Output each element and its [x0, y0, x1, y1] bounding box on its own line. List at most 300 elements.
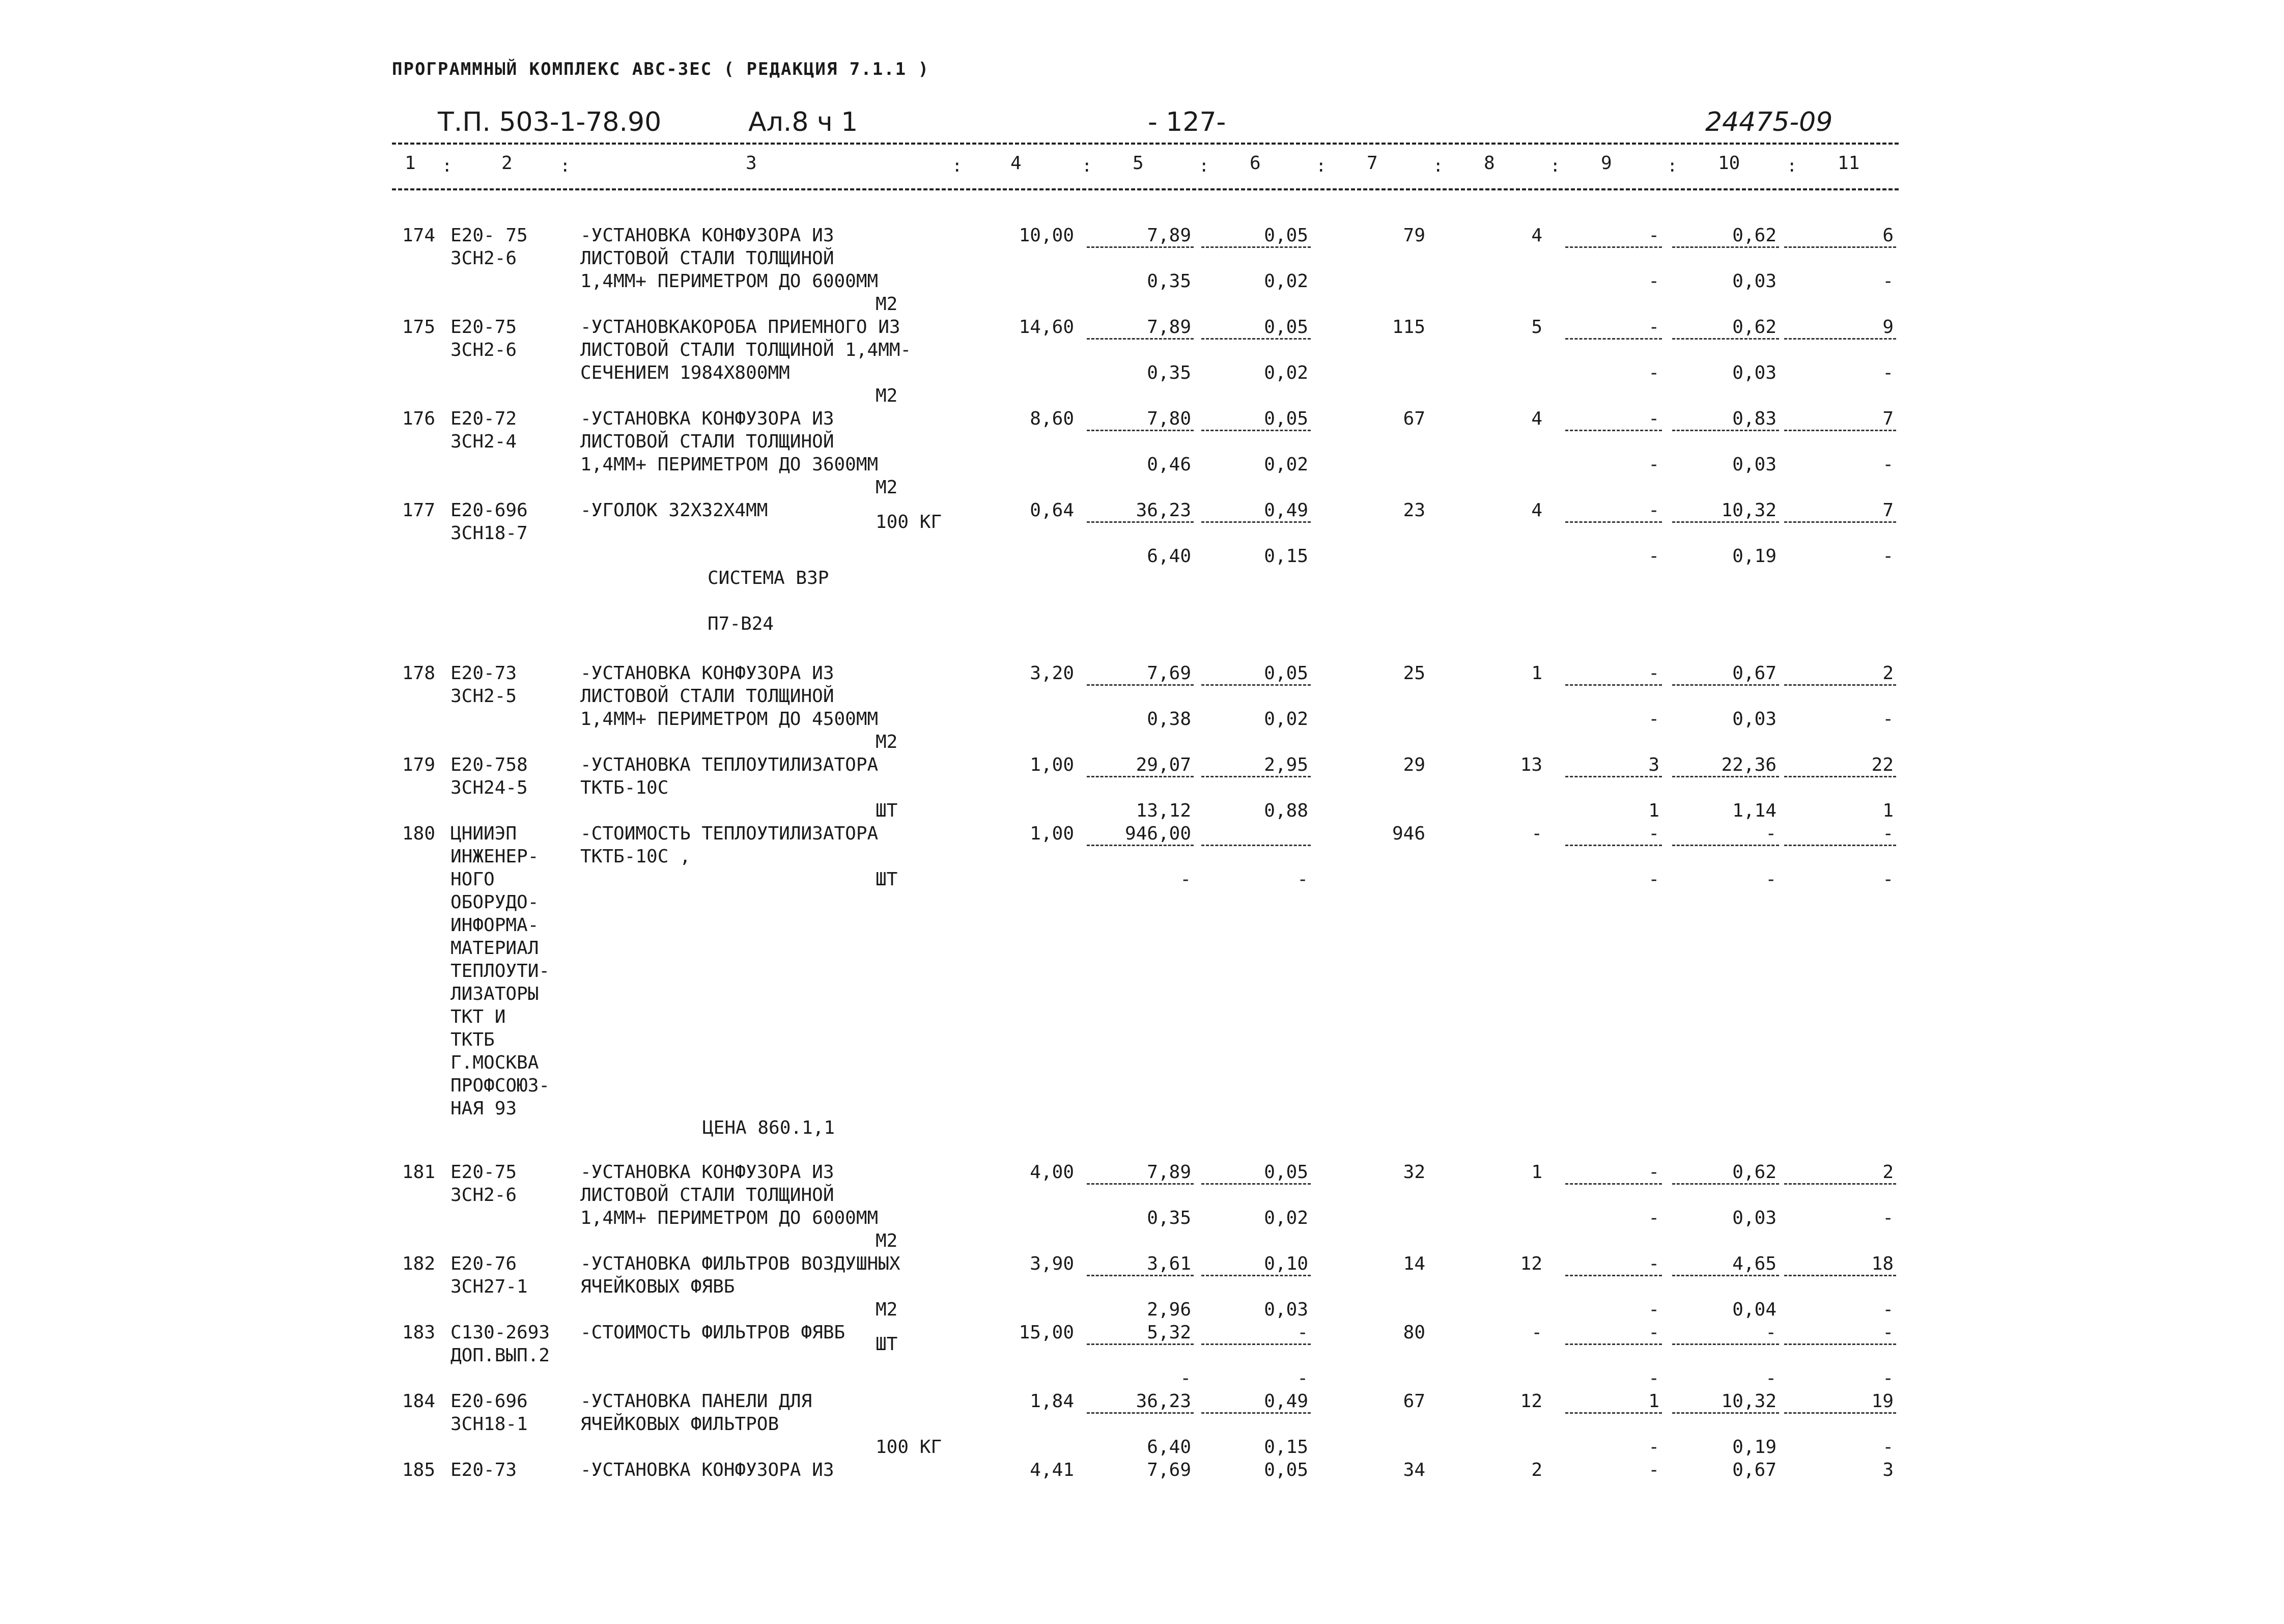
machinist-hours-unit: -	[1765, 869, 1777, 890]
album-label: Ал.8 ч 1	[748, 107, 858, 137]
unit-cost-machines: 0,05	[1264, 225, 1308, 246]
rate-code: Е20-73	[450, 663, 517, 684]
subtotal-divider	[1672, 430, 1779, 431]
work-description: СЕЧЕНИЕМ 1984Х800ММ	[580, 362, 790, 383]
column-header-11: 11	[1838, 153, 1860, 174]
subtotal-divider	[1087, 1183, 1194, 1185]
machine-wage-component: 0,02	[1264, 271, 1308, 292]
machinist-hours-total: -	[1882, 362, 1894, 383]
subtotal-divider	[1784, 1183, 1896, 1185]
subtotal-divider	[1784, 246, 1896, 248]
machine-cost: -	[1648, 1322, 1659, 1343]
unit-of-measure: М2	[876, 477, 898, 498]
row-number: 177	[402, 500, 436, 521]
subtotal-divider	[1201, 845, 1311, 846]
column-separator: :	[1550, 156, 1561, 176]
total-cost: 25	[1403, 663, 1425, 684]
machine-wage-total: -	[1648, 869, 1659, 890]
work-description: 1,4ММ+ ПЕРИМЕТРОМ ДО 6000ММ	[580, 1208, 879, 1228]
subtotal-divider	[1672, 1275, 1779, 1276]
machine-cost: -	[1648, 1460, 1659, 1480]
subtotal-divider	[1087, 430, 1194, 431]
work-description: 1,4ММ+ ПЕРИМЕТРОМ ДО 3600ММ	[580, 454, 879, 475]
column-header-7: 7	[1367, 153, 1378, 174]
labor-hours-total: 2	[1882, 1162, 1894, 1183]
unit-cost-machines: 0,05	[1264, 1460, 1308, 1480]
labor-hours-total: 19	[1871, 1391, 1894, 1412]
rate-code-note: ЛИЗАТОРЫ	[450, 984, 539, 1004]
rate-code-note: ИНЖЕНЕР-	[450, 846, 539, 867]
column-separator: :	[952, 156, 963, 176]
work-description: ЛИСТОВОЙ СТАЛИ ТОЛЩИНОЙ	[580, 1185, 834, 1206]
machine-wage-component: 0,88	[1264, 800, 1308, 821]
column-header-9: 9	[1601, 153, 1612, 174]
machine-wage-total: -	[1648, 546, 1659, 567]
column-separator: :	[1082, 156, 1092, 176]
machine-cost: 3	[1648, 754, 1659, 775]
subtotal-divider	[1672, 246, 1779, 248]
row-number: 185	[402, 1460, 436, 1480]
machine-wage-component: 0,15	[1264, 546, 1308, 567]
rate-code-note: НОГО	[450, 869, 495, 890]
work-description: ЛИСТОВОЙ СТАЛИ ТОЛЩИНОЙ	[580, 686, 834, 707]
subtotal-divider	[1672, 521, 1779, 523]
machine-cost: -	[1648, 823, 1659, 844]
labor-cost: 4	[1531, 500, 1542, 521]
section-system-title: СИСТЕМА В3Р	[708, 568, 829, 589]
total-cost: 23	[1403, 500, 1425, 521]
rate-code: ЦНИИЭП	[450, 823, 517, 844]
total-cost: 115	[1392, 317, 1425, 338]
column-header-10: 10	[1718, 153, 1740, 174]
quantity: 0,64	[1030, 500, 1074, 521]
row-number: 181	[402, 1162, 436, 1183]
unit-of-measure: ШТ	[876, 800, 898, 821]
column-separator: :	[1667, 156, 1678, 176]
subtotal-divider	[1672, 776, 1779, 777]
machine-wage-total: -	[1648, 1299, 1659, 1320]
subtotal-divider	[1087, 338, 1194, 340]
column-separator: :	[560, 156, 571, 176]
work-description: 1,4ММ+ ПЕРИМЕТРОМ ДО 4500ММ	[580, 709, 879, 730]
rate-code: Е20-75	[450, 1162, 517, 1183]
labor-hours-unit: 0,67	[1732, 1460, 1777, 1480]
rate-code-note: ТКТБ	[450, 1029, 495, 1050]
machine-wage-component: -	[1297, 1368, 1308, 1389]
machine-wage-component: 0,02	[1264, 1208, 1308, 1228]
rate-code: Е20-73	[450, 1460, 517, 1480]
machine-cost: -	[1648, 1162, 1659, 1183]
rate-code: Е20-72	[450, 408, 517, 429]
column-header-6: 6	[1250, 153, 1261, 174]
unit-cost-machines: 0,49	[1264, 500, 1308, 521]
labor-cost: 12	[1520, 1253, 1542, 1274]
machine-wage-component: 0,03	[1264, 1299, 1308, 1320]
work-description: -УСТАНОВКА КОНФУЗОРА ИЗ	[580, 1460, 834, 1480]
labor-cost: 1	[1531, 663, 1542, 684]
column-separator: :	[1787, 156, 1797, 176]
subtotal-divider	[1201, 1412, 1311, 1414]
labor-hours-total: 3	[1882, 1460, 1894, 1480]
column-separator: :	[1316, 156, 1327, 176]
subtotal-divider	[1565, 776, 1662, 777]
column-header-8: 8	[1484, 153, 1495, 174]
subtotal-divider	[1565, 430, 1662, 431]
row-number: 179	[402, 754, 436, 775]
unit-cost-total: 36,23	[1136, 500, 1191, 521]
subtotal-divider	[1201, 521, 1311, 523]
labor-hours-unit: -	[1765, 1322, 1777, 1343]
wage-component: 2,96	[1147, 1299, 1191, 1320]
labor-hours-total: 22	[1871, 754, 1894, 775]
labor-hours-total: 6	[1882, 225, 1894, 246]
rate-code: Е20-758	[450, 754, 528, 775]
labor-hours-total: 7	[1882, 408, 1894, 429]
unit-cost-total: 29,07	[1136, 754, 1191, 775]
total-cost: 32	[1403, 1162, 1425, 1183]
total-cost: 34	[1403, 1460, 1425, 1480]
column-separator: :	[442, 156, 453, 176]
header-rule-top	[392, 143, 1899, 145]
unit-cost-total: 5,32	[1147, 1322, 1191, 1343]
machine-wage-component: -	[1297, 869, 1308, 890]
machinist-hours-total: 1	[1882, 800, 1894, 821]
work-description: ЯЧЕЙКОВЫХ ФЯВБ	[580, 1276, 735, 1297]
rate-code-note: ПРОФСОЮЗ-	[450, 1075, 550, 1096]
work-description: -УСТАНОВКА КОНФУЗОРА ИЗ	[580, 408, 834, 429]
machinist-hours-total: -	[1882, 1368, 1894, 1389]
work-description: -УСТАНОВКА КОНФУЗОРА ИЗ	[580, 663, 834, 684]
quantity: 15,00	[1019, 1322, 1074, 1343]
rate-code-note: ОБОРУДО-	[450, 892, 539, 913]
unit-cost-total: 7,69	[1147, 1460, 1191, 1480]
wage-component: 0,35	[1147, 1208, 1191, 1228]
labor-cost: -	[1531, 823, 1542, 844]
subtotal-divider	[1087, 1412, 1194, 1414]
wage-component: 6,40	[1147, 1437, 1191, 1458]
document-code: Т.П. 503-1-78.90	[438, 107, 662, 137]
machinist-hours-total: -	[1882, 454, 1894, 475]
unit-cost-machines: 0,05	[1264, 317, 1308, 338]
unit-cost-machines: 0,10	[1264, 1253, 1308, 1274]
subtotal-divider	[1565, 246, 1662, 248]
subtotal-divider	[1201, 1275, 1311, 1276]
rate-code-secondary: 3СН24-5	[450, 777, 528, 798]
total-cost: 80	[1403, 1322, 1425, 1343]
subtotal-divider	[1784, 776, 1896, 777]
work-description: -УСТАНОВКА ТЕПЛОУТИЛИЗАТОРА	[580, 754, 879, 775]
unit-cost-machines: 0,05	[1264, 408, 1308, 429]
machinist-hours-total: -	[1882, 1299, 1894, 1320]
work-description: ТКТБ-10С	[580, 777, 669, 798]
row-number: 182	[402, 1253, 436, 1274]
unit-cost-machines: 0,05	[1264, 663, 1308, 684]
machinist-hours-total: -	[1882, 709, 1894, 730]
machinist-hours-unit: 0,03	[1732, 1208, 1777, 1228]
work-description: -СТОИМОСТЬ ФИЛЬТРОВ ФЯВБ	[580, 1322, 845, 1343]
wage-component: 6,40	[1147, 546, 1191, 567]
machine-cost: -	[1648, 225, 1659, 246]
machinist-hours-unit: 0,03	[1732, 271, 1777, 292]
machinist-hours-total: -	[1882, 869, 1894, 890]
quantity: 3,90	[1030, 1253, 1074, 1274]
subtotal-divider	[1201, 430, 1311, 431]
total-cost: 67	[1403, 408, 1425, 429]
subtotal-divider	[1201, 684, 1311, 686]
rate-code: Е20-75	[450, 317, 517, 338]
unit-cost-total: 7,89	[1147, 225, 1191, 246]
rate-code-note: НАЯ 93	[450, 1098, 517, 1119]
subtotal-divider	[1784, 1412, 1896, 1414]
section-price-label: ЦЕНА 860.1,1	[702, 1117, 835, 1138]
machinist-hours-total: -	[1882, 1208, 1894, 1228]
subtotal-divider	[1672, 1183, 1779, 1185]
machine-wage-total: -	[1648, 362, 1659, 383]
machine-wage-component: 0,15	[1264, 1437, 1308, 1458]
rate-code-secondary: ДОП.ВЫП.2	[450, 1345, 550, 1366]
unit-of-measure: ШТ	[876, 1333, 898, 1355]
rate-code-secondary: 3СН27-1	[450, 1276, 528, 1297]
unit-of-measure: М2	[876, 294, 898, 315]
unit-cost-total: 7,80	[1147, 408, 1191, 429]
labor-cost: 5	[1531, 317, 1542, 338]
quantity: 14,60	[1019, 317, 1074, 338]
machine-wage-component: 0,02	[1264, 362, 1308, 383]
rate-code-secondary: 3СН2-4	[450, 431, 517, 452]
unit-of-measure: М2	[876, 1230, 898, 1251]
total-cost: 29	[1403, 754, 1425, 775]
total-cost: 67	[1403, 1391, 1425, 1412]
column-header-5: 5	[1133, 153, 1144, 174]
column-header-2: 2	[501, 153, 513, 174]
subtotal-divider	[1672, 684, 1779, 686]
unit-of-measure: 100 КГ	[876, 511, 942, 533]
machine-wage-total: -	[1648, 271, 1659, 292]
quantity: 4,41	[1030, 1460, 1074, 1480]
machine-wage-component: 0,02	[1264, 709, 1308, 730]
rate-code-note: Г.МОСКВА	[450, 1052, 539, 1073]
machine-wage-total: -	[1648, 709, 1659, 730]
unit-of-measure: М2	[876, 1299, 898, 1320]
subtotal-divider	[1565, 845, 1662, 846]
labor-hours-total: 2	[1882, 663, 1894, 684]
wage-component: 13,12	[1136, 800, 1191, 821]
work-description: -УСТАНОВКАКОРОБА ПРИЕМНОГО ИЗ	[580, 317, 900, 338]
row-number: 180	[402, 823, 436, 844]
labor-hours-unit: -	[1765, 823, 1777, 844]
total-cost: 14	[1403, 1253, 1425, 1274]
rate-code-secondary: 3СН2-6	[450, 1185, 517, 1206]
rate-code: С130-2693	[450, 1322, 550, 1343]
machine-wage-component: 0,02	[1264, 454, 1308, 475]
work-description: ЯЧЕЙКОВЫХ ФИЛЬТРОВ	[580, 1414, 779, 1435]
machine-wage-total: -	[1648, 1437, 1659, 1458]
work-description: -УСТАНОВКА КОНФУЗОРА ИЗ	[580, 225, 834, 246]
quantity: 8,60	[1030, 408, 1074, 429]
program-header: ПРОГРАММНЫЙ КОМПЛЕКС АВС-3ЕС ( РЕДАКЦИЯ 7.1.1 )	[392, 59, 930, 79]
unit-of-measure: М2	[876, 385, 898, 406]
subtotal-divider	[1087, 521, 1194, 523]
subtotal-divider	[1565, 338, 1662, 340]
work-description: ЛИСТОВОЙ СТАЛИ ТОЛЩИНОЙ	[580, 248, 834, 269]
subtotal-divider	[1201, 246, 1311, 248]
column-header-3: 3	[746, 153, 757, 174]
labor-cost: 4	[1531, 225, 1542, 246]
work-description: -УСТАНОВКА ФИЛЬТРОВ ВОЗДУШНЫХ	[580, 1253, 900, 1274]
rate-code-secondary: 3СН18-1	[450, 1414, 528, 1435]
unit-cost-total: 7,89	[1147, 317, 1191, 338]
subtotal-divider	[1087, 1343, 1194, 1345]
subtotal-divider	[1565, 1275, 1662, 1276]
rate-code-note: МАТЕРИАЛ	[450, 938, 539, 959]
work-description: -УСТАНОВКА КОНФУЗОРА ИЗ	[580, 1162, 834, 1183]
labor-hours-unit: 0,67	[1732, 663, 1777, 684]
machinist-hours-total: -	[1882, 546, 1894, 567]
labor-cost: 1	[1531, 1162, 1542, 1183]
labor-hours-total: 18	[1871, 1253, 1894, 1274]
subtotal-divider	[1672, 338, 1779, 340]
row-number: 178	[402, 663, 436, 684]
machinist-hours-total: -	[1882, 1437, 1894, 1458]
labor-hours-unit: 22,36	[1721, 754, 1777, 775]
subtotal-divider	[1087, 776, 1194, 777]
machine-cost: -	[1648, 500, 1659, 521]
subtotal-divider	[1565, 684, 1662, 686]
wage-component: 0,35	[1147, 362, 1191, 383]
machine-cost: 1	[1648, 1391, 1659, 1412]
unit-of-measure: ШТ	[876, 869, 898, 890]
row-number: 184	[402, 1391, 436, 1412]
unit-of-measure: 100 КГ	[876, 1437, 942, 1458]
unit-cost-machines: 0,49	[1264, 1391, 1308, 1412]
labor-hours-unit: 10,32	[1721, 1391, 1777, 1412]
subtotal-divider	[1784, 430, 1896, 431]
subtotal-divider	[1784, 845, 1896, 846]
subtotal-divider	[1087, 1275, 1194, 1276]
machine-wage-total: 1	[1648, 800, 1659, 821]
subtotal-divider	[1201, 776, 1311, 777]
total-cost: 79	[1403, 225, 1425, 246]
unit-cost-machines: 2,95	[1264, 754, 1308, 775]
row-number: 175	[402, 317, 436, 338]
labor-hours-unit: 0,62	[1732, 317, 1777, 338]
section-system-code: П7-В24	[708, 613, 774, 634]
subtotal-divider	[1565, 1183, 1662, 1185]
labor-hours-unit: 0,62	[1732, 1162, 1777, 1183]
work-description: -СТОИМОСТЬ ТЕПЛОУТИЛИЗАТОРА	[580, 823, 879, 844]
labor-cost: 2	[1531, 1460, 1542, 1480]
rate-code: Е20-696	[450, 1391, 528, 1412]
unit-cost-total: 3,61	[1147, 1253, 1191, 1274]
labor-hours-total: -	[1882, 1322, 1894, 1343]
machinist-hours-total: -	[1882, 271, 1894, 292]
unit-cost-total: 946,00	[1124, 823, 1191, 844]
subtotal-divider	[1784, 338, 1896, 340]
machinist-hours-unit: 0,19	[1732, 1437, 1777, 1458]
work-description: ТКТБ-10С ,	[580, 846, 691, 867]
rate-code: Е20-696	[450, 500, 528, 521]
page-number: - 127-	[1148, 107, 1226, 137]
quantity: 3,20	[1030, 663, 1074, 684]
document-number: 24475-09	[1705, 107, 1833, 137]
machine-cost: -	[1648, 317, 1659, 338]
wage-component: -	[1180, 1368, 1191, 1389]
rate-code-secondary: 3СН2-6	[450, 248, 517, 269]
subtotal-divider	[1784, 1275, 1896, 1276]
machinist-hours-unit: 0,03	[1732, 362, 1777, 383]
labor-hours-total: 7	[1882, 500, 1894, 521]
quantity: 1,84	[1030, 1391, 1074, 1412]
subtotal-divider	[1672, 1412, 1779, 1414]
unit-cost-machines: -	[1297, 1322, 1308, 1343]
subtotal-divider	[1565, 1343, 1662, 1345]
subtotal-divider	[1672, 845, 1779, 846]
labor-hours-unit: 0,83	[1732, 408, 1777, 429]
rate-code-secondary: 3СН18-7	[450, 523, 528, 544]
total-cost: 946	[1392, 823, 1425, 844]
wage-component: -	[1180, 869, 1191, 890]
unit-cost-total: 7,69	[1147, 663, 1191, 684]
unit-cost-total: 7,89	[1147, 1162, 1191, 1183]
unit-cost-machines: 0,05	[1264, 1162, 1308, 1183]
subtotal-divider	[1201, 338, 1311, 340]
labor-cost: -	[1531, 1322, 1542, 1343]
machine-wage-total: -	[1648, 1208, 1659, 1228]
labor-cost: 12	[1520, 1391, 1542, 1412]
quantity: 1,00	[1030, 823, 1074, 844]
rate-code-note: ИНФОРМА-	[450, 915, 539, 936]
rate-code: Е20-76	[450, 1253, 517, 1274]
work-description: ЛИСТОВОЙ СТАЛИ ТОЛЩИНОЙ	[580, 431, 834, 452]
row-number: 174	[402, 225, 436, 246]
row-number: 183	[402, 1322, 436, 1343]
machine-cost: -	[1648, 663, 1659, 684]
unit-cost-total: 36,23	[1136, 1391, 1191, 1412]
subtotal-divider	[1201, 1343, 1311, 1345]
column-separator: :	[1433, 156, 1444, 176]
machine-wage-total: -	[1648, 454, 1659, 475]
subtotal-divider	[1784, 521, 1896, 523]
quantity: 4,00	[1030, 1162, 1074, 1183]
work-description: ЛИСТОВОЙ СТАЛИ ТОЛЩИНОЙ 1,4ММ-	[580, 340, 912, 360]
labor-cost: 4	[1531, 408, 1542, 429]
machinist-hours-unit: 0,19	[1732, 546, 1777, 567]
labor-cost: 13	[1520, 754, 1542, 775]
subtotal-divider	[1201, 1183, 1311, 1185]
subtotal-divider	[1087, 246, 1194, 248]
machinist-hours-unit: 0,03	[1732, 709, 1777, 730]
labor-hours-unit: 10,32	[1721, 500, 1777, 521]
subtotal-divider	[1565, 1412, 1662, 1414]
labor-hours-total: -	[1882, 823, 1894, 844]
row-number: 176	[402, 408, 436, 429]
labor-hours-total: 9	[1882, 317, 1894, 338]
machinist-hours-unit: 1,14	[1732, 800, 1777, 821]
rate-code-note: ТЕПЛОУТИ-	[450, 961, 550, 982]
subtotal-divider	[1087, 845, 1194, 846]
wage-component: 0,35	[1147, 271, 1191, 292]
header-rule-bottom	[392, 188, 1899, 190]
quantity: 10,00	[1019, 225, 1074, 246]
rate-code: Е20- 75	[450, 225, 528, 246]
subtotal-divider	[1672, 1343, 1779, 1345]
machinist-hours-unit: 0,04	[1732, 1299, 1777, 1320]
labor-hours-unit: 0,62	[1732, 225, 1777, 246]
machinist-hours-unit: -	[1765, 1368, 1777, 1389]
subtotal-divider	[1087, 684, 1194, 686]
wage-component: 0,46	[1147, 454, 1191, 475]
machine-cost: -	[1648, 408, 1659, 429]
